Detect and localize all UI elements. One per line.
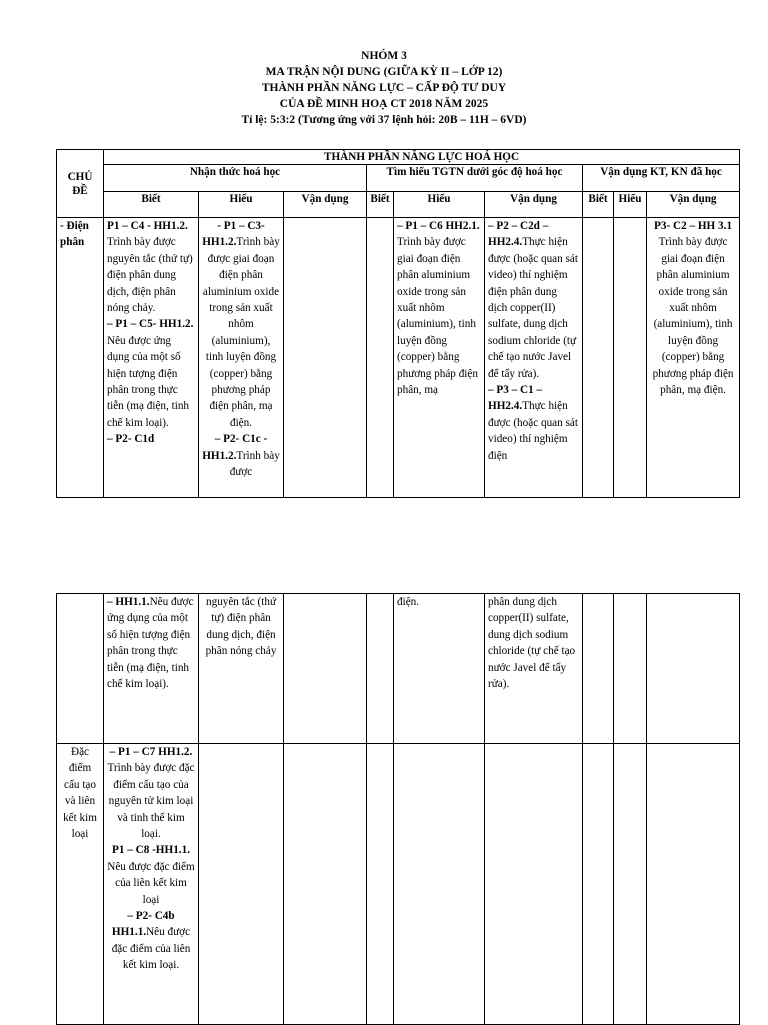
- cell-vd-hieu: [614, 218, 647, 498]
- subheader-biet: Biết: [367, 192, 394, 218]
- topic-cell: - Điện phân: [57, 218, 104, 498]
- cell-nt-biet: P1 – C4 - HH1.2. Trình bày được nguyên tắc (thứ tự) điện phân dung dịch, điện phân nóng chảy. – P1 – C5- HH1.2. Nêu được ứng dụng của một số hiện tượng điện phân trong thực tiễn (mạ điện, tinh chế kim loại). – P2- C1d: [104, 218, 199, 498]
- matrix-title: MA TRẬN NỘI DUNG (GIỮA KỲ II – LỚP 12): [265, 66, 503, 78]
- cell-nt-van-dung: [284, 218, 367, 498]
- cell-th-van-dung: phân dung dịch copper(II) sulfate, dung dịch sodium chloride (tự chế tạo nước Javel để tẩy rửa).: [485, 594, 583, 744]
- subheader-hieu: Hiểu: [394, 192, 485, 218]
- cell-nt-hieu: [199, 744, 284, 1025]
- subheader-biet: Biết: [104, 192, 199, 218]
- header-nhan-thuc: Nhận thức hoá học: [104, 165, 367, 192]
- table-row-dac-diem: [57, 744, 740, 1025]
- cell-th-biet: [367, 218, 394, 498]
- subheader-van-dung: Vận dụng: [647, 192, 740, 218]
- cell-th-van-dung: – P2 – C2d – HH2.4.Thực hiện được (hoặc quan sát video) thí nghiệm điện phân dung dịch copper(II) sulfate, dung dịch sodium chloride (tự chế tạo nước Javel để tẩy rửa). – P3 – C1 – HH2.4.Thực hiện được (hoặc quan sát video) thí nghiệm điện: [485, 218, 583, 498]
- subheader-biet: Biết: [583, 192, 614, 218]
- cell-vd-hieu: [614, 594, 647, 744]
- topic-cell: Đặc điểm cấu tạo và liên kết kim loại: [57, 744, 104, 1025]
- content-matrix-table-continued: [56, 593, 740, 1025]
- cell-th-biet: [367, 594, 394, 744]
- table-row-dien-phan-continued: [57, 594, 740, 744]
- cell-nt-hieu: - P1 – C3- HH1.2.Trình bày được giai đoạn điện phân aluminium oxide trong sản xuất nhôm (aluminium), tinh luyện đồng (copper) bằng phương pháp điện phân, mạ điện. – P2- C1c -HH1.2.Trình bày được: [199, 218, 284, 498]
- cell-nt-biet: – P1 – C7 HH1.2. Trình bày được đặc điểm cấu tạo của nguyên tử kim loại và tinh thể kim loại. P1 – C8 -HH1.1. Nêu được đặc điểm của liên kết kim loại – P2- C4b HH1.1.Nêu được đặc điểm của liên kết kim loại.: [104, 744, 199, 1025]
- cell-vd-biet: [583, 218, 614, 498]
- table-row-dien-phan: [57, 218, 740, 498]
- cell-vd-biet: [583, 744, 614, 1025]
- topic-cell: [57, 594, 104, 744]
- header-competency: THÀNH PHẦN NĂNG LỰC HOÁ HỌC: [104, 150, 740, 165]
- cell-th-van-dung: [485, 744, 583, 1025]
- cell-th-hieu: [394, 744, 485, 1025]
- cell-nt-van-dung: [284, 594, 367, 744]
- header-van-dung-kt: Vận dụng KT, KN đã học: [583, 165, 740, 192]
- exam-title: CỦA ĐỀ MINH HOẠ CT 2018 NĂM 2025: [279, 98, 489, 110]
- cell-nt-hieu: nguyên tắc (thứ tự) điện phân dung dịch, điện phân nóng chảy: [199, 594, 284, 744]
- subheader-van-dung: Vận dụng: [284, 192, 367, 218]
- group-title: NHÓM 3: [361, 50, 407, 62]
- subheader-van-dung: Vận dụng: [485, 192, 583, 218]
- cell-th-hieu: – P1 – C6 HH2.1. Trình bày được giai đoạn điện phân aluminium oxide trong sản xuất nhôm (aluminium), tinh luyện đồng (copper) bằng phương pháp điện phân, mạ: [394, 218, 485, 498]
- competency-title: THÀNH PHẦN NĂNG LỰC – CẤP ĐỘ TƯ DUY: [261, 82, 507, 94]
- header-tim-hieu: Tìm hiểu TGTN dưới góc độ hoá học: [367, 165, 583, 192]
- cell-nt-van-dung: [284, 744, 367, 1025]
- ratio-line: Tỉ lệ: 5:3:2 (Tương ứng với 37 lệnh hỏi: 20B – 11H – 6VD): [241, 114, 527, 126]
- document-header: [0, 48, 768, 128]
- subheader-hieu: Hiểu: [614, 192, 647, 218]
- cell-vd-van-dung: [647, 744, 740, 1025]
- header-chu-de: CHỦ ĐỀ: [57, 150, 104, 218]
- cell-vd-biet: [583, 594, 614, 744]
- content-matrix-table: [56, 149, 740, 498]
- cell-vd-hieu: [614, 744, 647, 1025]
- cell-vd-van-dung: P3- C2 – HH 3.1 Trình bày được giai đoạn điện phân aluminium oxide trong sản xuất nhôm (aluminium), tinh luyện đồng (copper) bằng phương pháp điện phân, mạ điện.: [647, 218, 740, 498]
- subheader-hieu: Hiểu: [199, 192, 284, 218]
- cell-th-biet: [367, 744, 394, 1025]
- cell-nt-biet: – HH1.1.Nêu được ứng dụng của một số hiện tượng điện phân trong thực tiễn (mạ điện, tinh chế kim loại).: [104, 594, 199, 744]
- cell-vd-van-dung: [647, 594, 740, 744]
- cell-th-hieu: điện.: [394, 594, 485, 744]
